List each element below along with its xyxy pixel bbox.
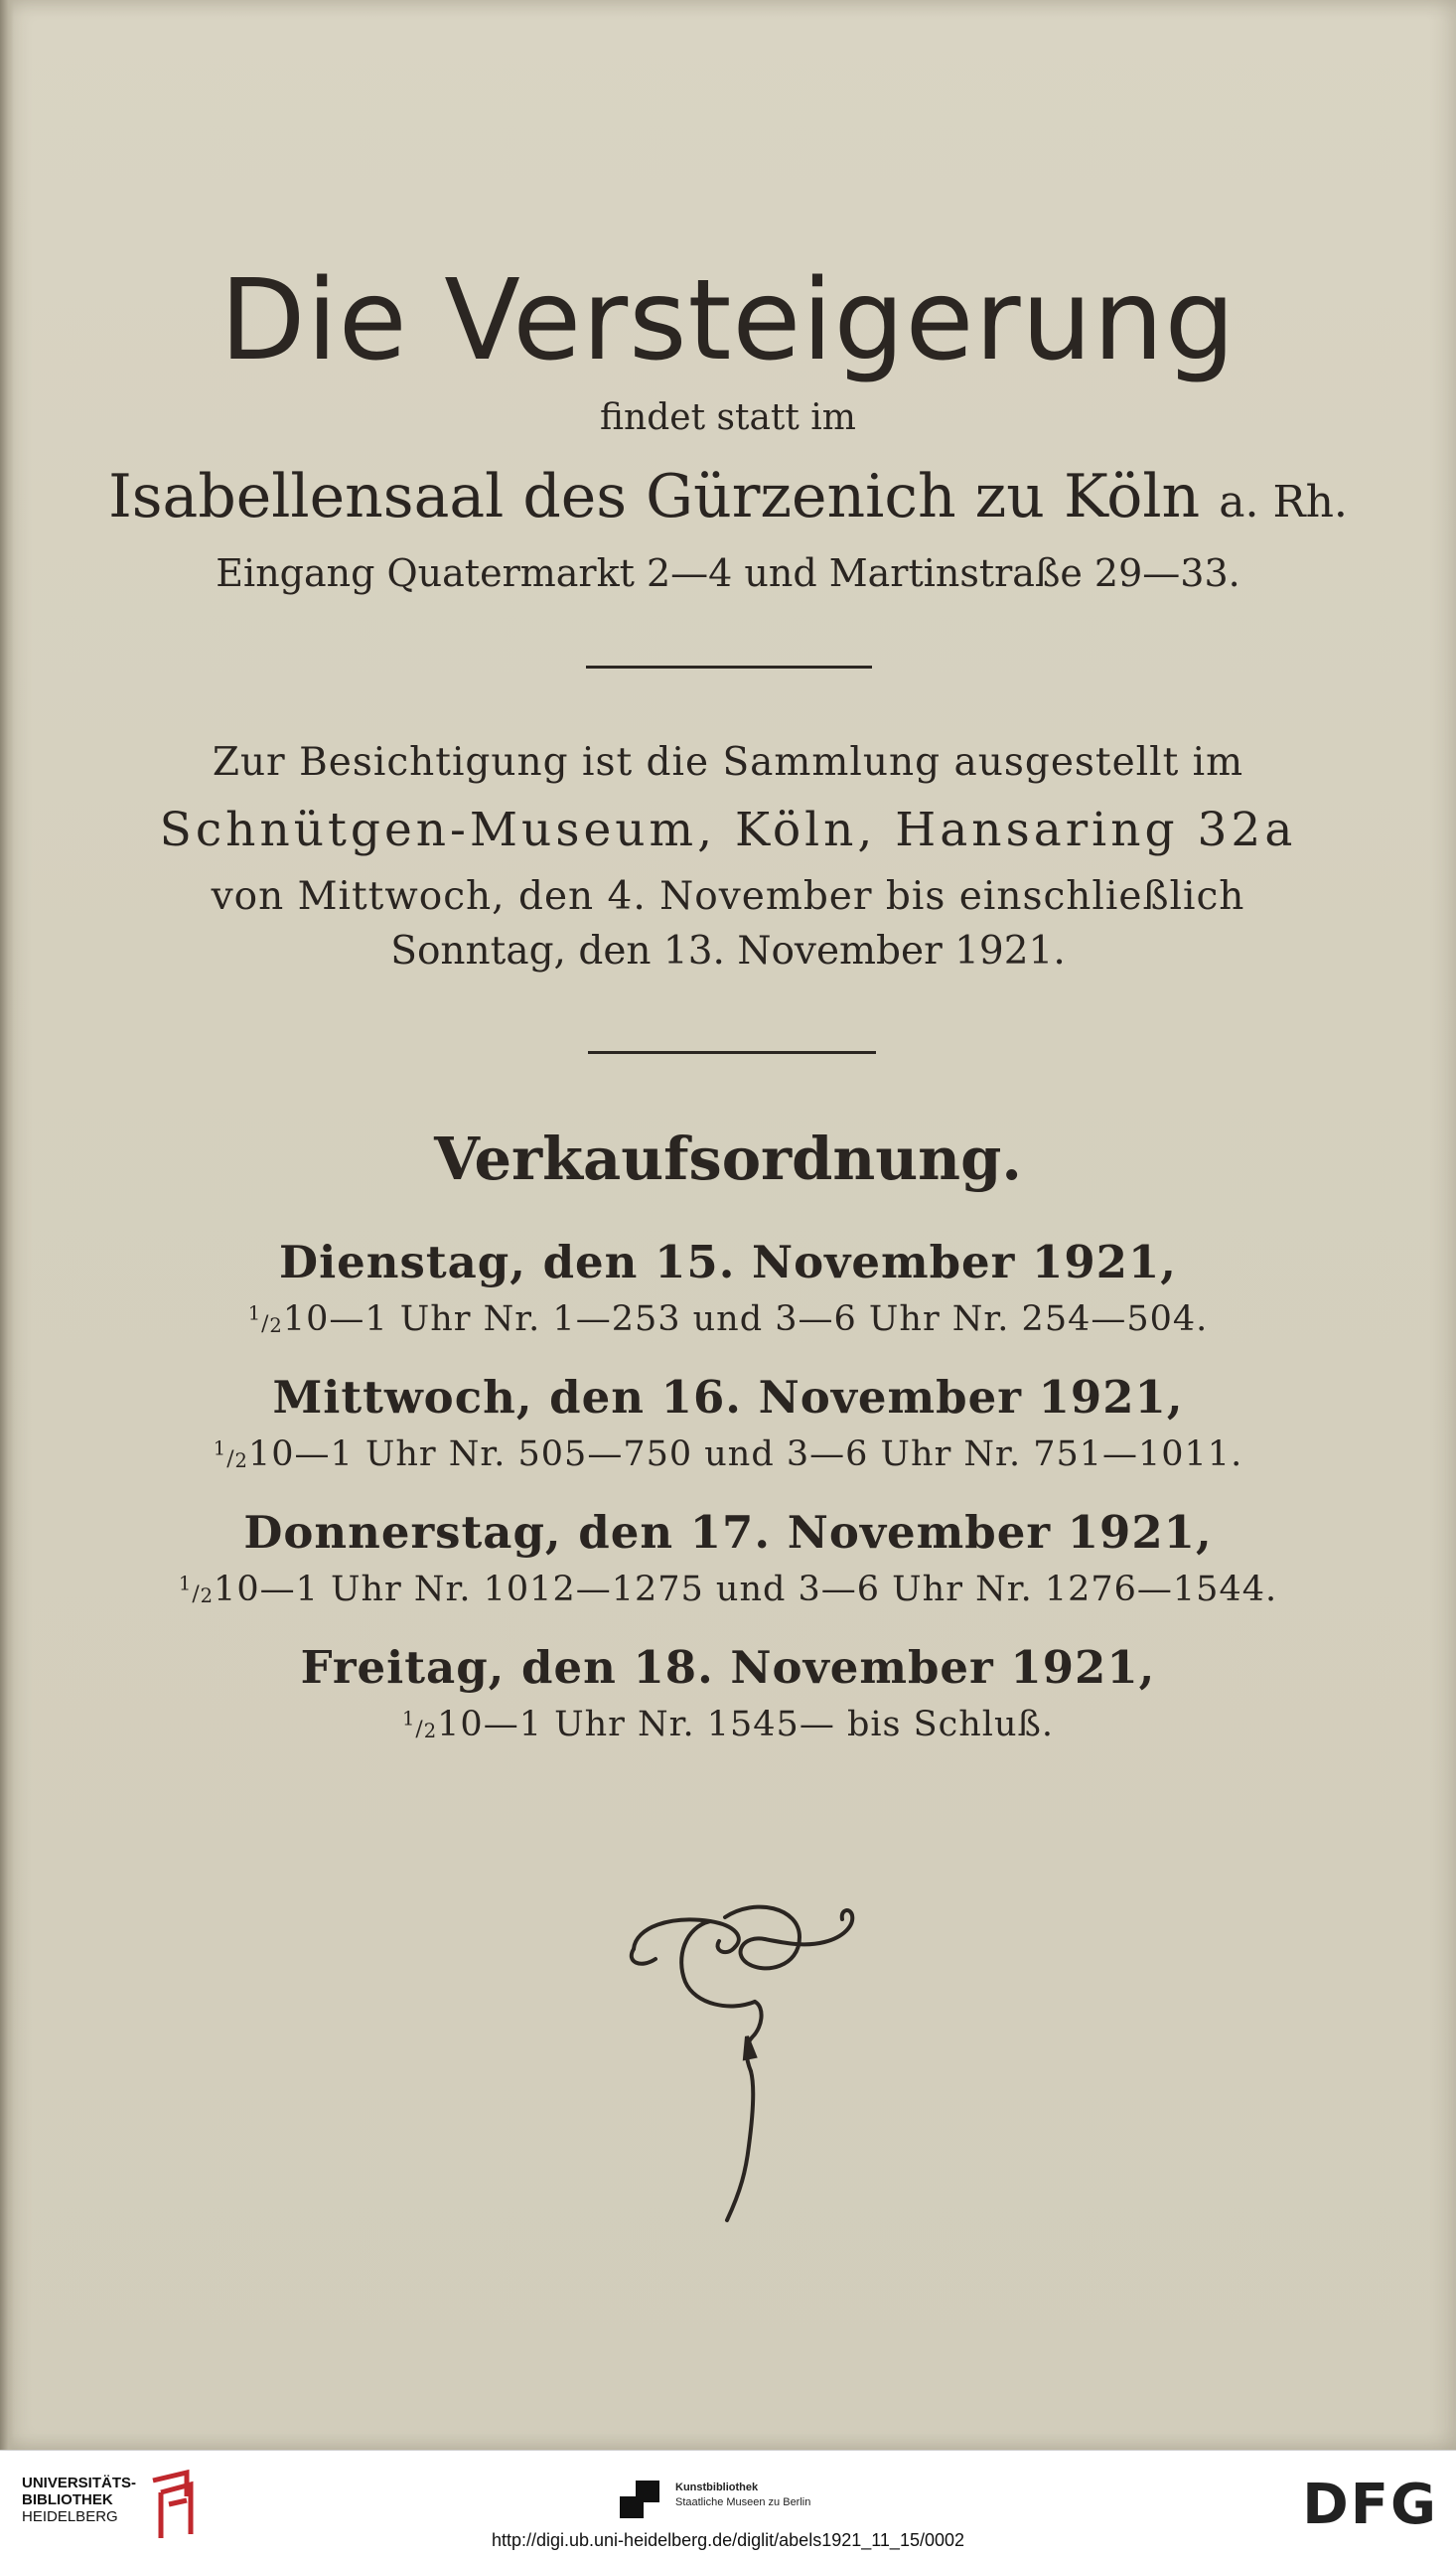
viewing-line-1: Zur Besichtigung ist die Sammlung ausgestellt im — [212, 740, 1244, 785]
source-url[interactable]: http://digi.ub.uni-heidelberg.de/diglit/abels1921_11_15/0002 — [491, 2530, 965, 2550]
venue-line — [0, 462, 1456, 531]
viewing-line-4: Sonntag, den 13. November 1921. — [390, 929, 1066, 974]
session-times: $^1/_210—1$ Uhr Nr. 1012—1275 und 3—6 Uhr Nr. 1276—1544. — [178, 1570, 1278, 1609]
session-day: Dienstag, den 15. November 1921, — [279, 1236, 1177, 1288]
entrance-text: Eingang Quatermarkt 2—4 und Martinstraße 29—33. — [216, 551, 1240, 595]
session-day: Freitag, den 18. November 1921, — [300, 1641, 1156, 1694]
session-day: Donnerstag, den 17. November 1921, — [243, 1506, 1213, 1559]
ub-heidelberg-label — [22, 2475, 136, 2525]
dfg-logo: DFG — [1302, 2473, 1438, 2537]
fraction: $^1/_2$ — [402, 1707, 438, 1742]
page-title: Die Versteigerung — [219, 256, 1237, 385]
venue-suffix: a. Rh. — [1219, 477, 1348, 527]
kb-line-1: Kunstbibliothek — [675, 2482, 759, 2493]
ub-line-2: BIBLIOTHEK — [22, 2491, 113, 2508]
divider-rule — [588, 1051, 876, 1054]
fraction: $^1/_2$ — [213, 1436, 248, 1472]
intro-text: findet statt im — [600, 397, 856, 438]
session-times: $^1/_210—1$ Uhr Nr. 1545— bis Schluß. — [402, 1705, 1054, 1744]
session-times: $^1/_210—1$ Uhr Nr. 1—253 und 3—6 Uhr Nr. 254—504. — [247, 1299, 1209, 1339]
session-day: Mittwoch, den 16. November 1921, — [272, 1371, 1184, 1424]
session-times: $^1/_210—1$ Uhr Nr. 505—750 und 3—6 Uhr Nr. 751—1011. — [213, 1434, 1243, 1474]
venue-main: Isabellensaal des Gürzenich zu Köln — [108, 462, 1201, 531]
ub-line-3: HEIDELBERG — [22, 2508, 118, 2525]
fraction: $^1/_2$ — [247, 1301, 283, 1337]
fraction: $^1/_2$ — [178, 1572, 215, 1607]
kunstbibliothek-logo-icon — [620, 2481, 659, 2518]
footer-bar — [0, 2450, 1456, 2558]
divider-rule — [586, 666, 872, 669]
monogram-ornament-icon — [616, 1887, 874, 2225]
order-heading: Verkaufsordnung. — [434, 1125, 1022, 1193]
kunstbibliothek-label — [675, 2481, 810, 2510]
viewing-line-3: von Mittwoch, den 4. November bis einschließlich — [211, 874, 1245, 919]
kb-line-2: Staatliche Museen zu Berlin — [675, 2496, 811, 2508]
viewing-line-2: Schnütgen-Museum, Köln, Hansaring 32a — [159, 803, 1297, 857]
ub-line-1: UNIVERSITÄTS- — [22, 2475, 137, 2491]
